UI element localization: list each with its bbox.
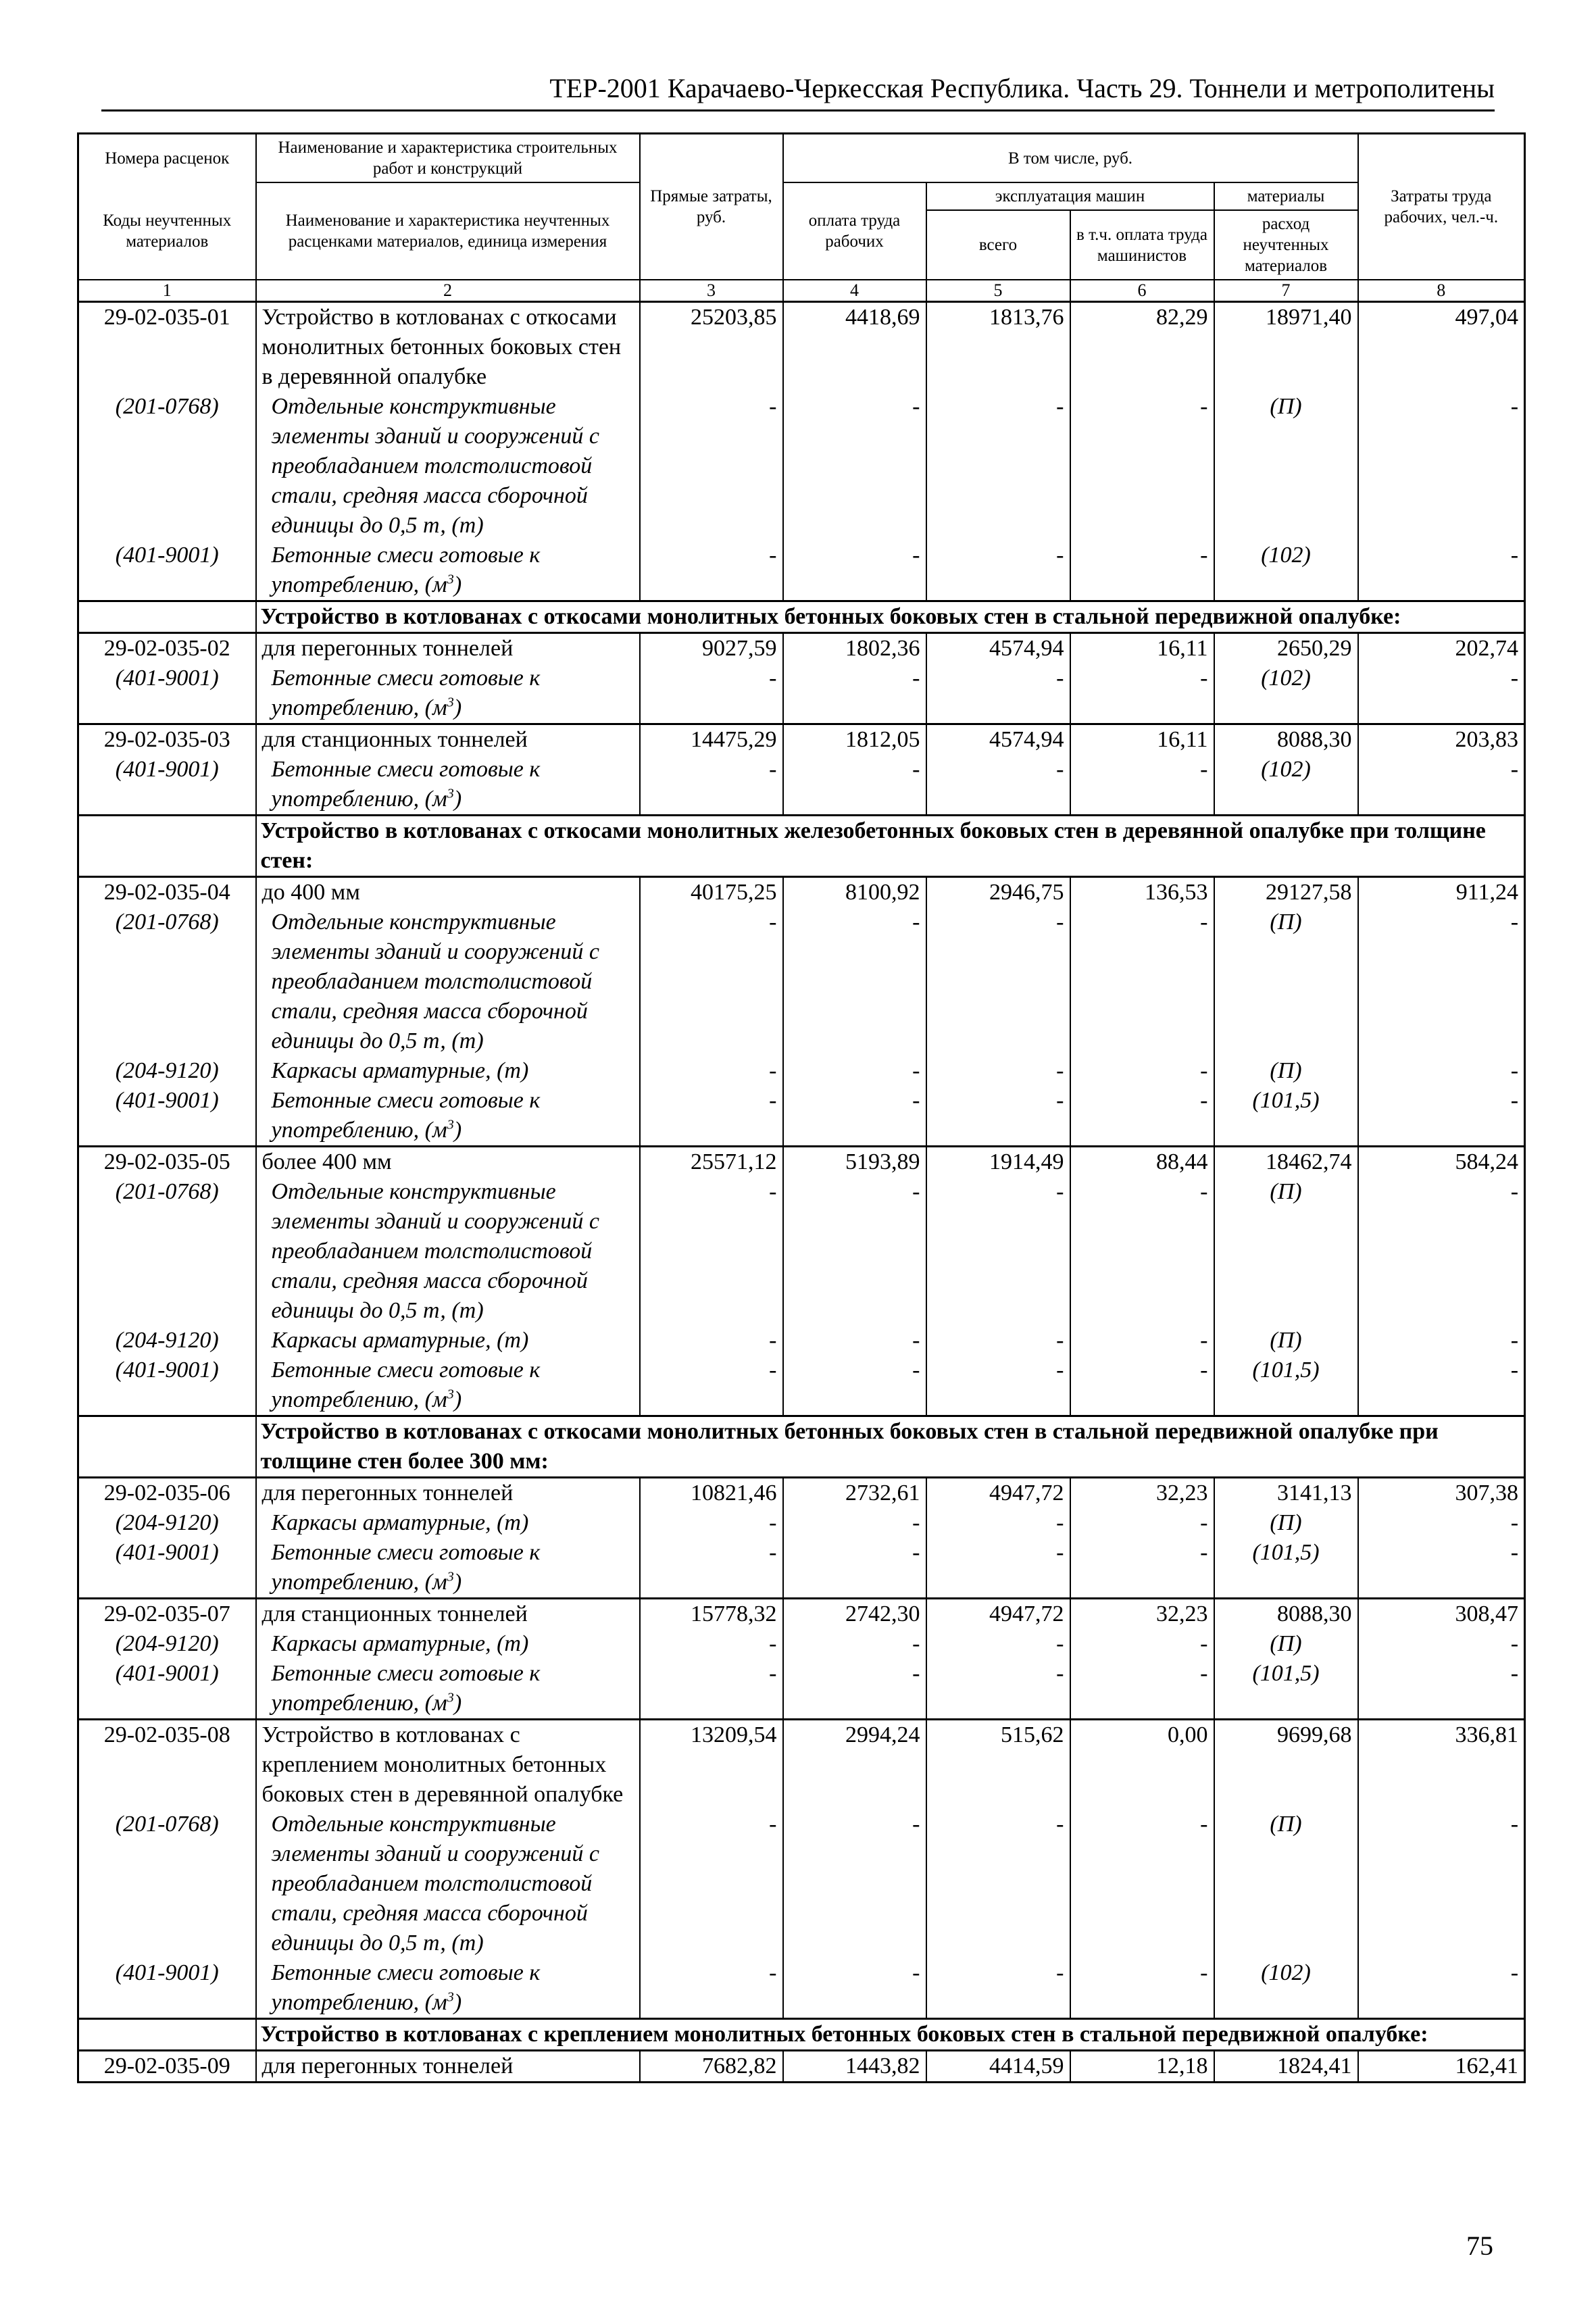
labor-costs-cell: 203,83 <box>1358 724 1525 755</box>
rate-code: 29-02-035-05 <box>78 1147 256 1178</box>
material-code: (401-9001) <box>78 1958 256 2019</box>
operator-wages-cell: - <box>1070 1810 1214 1958</box>
rate-code: 29-02-035-01 <box>78 302 256 393</box>
header-machines-total: всего <box>926 210 1070 280</box>
direct-costs-cell: - <box>640 392 783 541</box>
material-name: Каркасы арматурные, (т) <box>256 1629 640 1659</box>
operator-wages-cell: - <box>1070 1086 1214 1147</box>
operator-wages-cell: - <box>1070 907 1214 1056</box>
labor-costs-cell: 162,41 <box>1358 2051 1525 2083</box>
material-name: Отдельные конструктивные элементы зданий и сооружений с преобладанием толстолистовой стали, средняя масса сборочной единицы до 0,5 т, (т) <box>256 1810 640 1958</box>
operator-wages-cell: - <box>1070 1508 1214 1538</box>
direct-costs-cell: 40175,25 <box>640 877 783 908</box>
work-name: для перегонных тоннелей <box>256 633 640 664</box>
material-code: (204-9120) <box>78 1326 256 1355</box>
direct-costs-cell: - <box>640 1659 783 1720</box>
machines-cell: - <box>926 1958 1070 2019</box>
material-row <box>78 755 1525 816</box>
labor-costs-cell: - <box>1358 907 1525 1056</box>
direct-costs-cell: 10821,46 <box>640 1478 783 1509</box>
direct-costs-cell: 15778,32 <box>640 1599 783 1630</box>
header-operator-wages: в т.ч. оплата труда машинистов <box>1070 210 1214 280</box>
work-name: для станционных тоннелей <box>256 1599 640 1630</box>
column-number: 3 <box>640 280 783 302</box>
labor-costs-cell: - <box>1358 1508 1525 1538</box>
labor-costs-cell: - <box>1358 1659 1525 1720</box>
rate-code: 29-02-035-02 <box>78 633 256 664</box>
wages-cell: 2994,24 <box>783 1720 926 1810</box>
material-name: Бетонные смеси готовые к употреблению, $(м^3)$ <box>256 1086 640 1147</box>
rate-code: 29-02-035-04 <box>78 877 256 908</box>
direct-costs-cell: - <box>640 755 783 816</box>
operator-wages-cell: 16,11 <box>1070 633 1214 664</box>
material-name: Бетонные смеси готовые к употреблению, $(м^3)$ <box>256 755 640 816</box>
direct-costs-cell: - <box>640 1056 783 1086</box>
operator-wages-cell: - <box>1070 755 1214 816</box>
machines-cell: 515,62 <box>926 1720 1070 1810</box>
materials-cell: (102) <box>1214 541 1358 601</box>
section-code-cell <box>78 816 256 877</box>
rate-row <box>78 2051 1525 2083</box>
direct-costs-cell: - <box>640 907 783 1056</box>
labor-costs-cell: - <box>1358 1958 1525 2019</box>
material-name: Бетонные смеси готовые к употреблению, $(м^3)$ <box>256 1659 640 1720</box>
column-number: 7 <box>1214 280 1358 302</box>
labor-costs-cell: - <box>1358 1326 1525 1355</box>
column-numbers-row <box>78 280 1525 302</box>
materials-cell: (П) <box>1214 1326 1358 1355</box>
labor-costs-cell: - <box>1358 541 1525 601</box>
document-title: ТЕР-2001 Карачаево-Черкесская Республика. Часть 29. Тоннели и метрополитены <box>549 73 1495 103</box>
material-name: Бетонные смеси готовые к употреблению, $(м^3)$ <box>256 1355 640 1416</box>
material-row <box>78 664 1525 724</box>
header-labor-costs: Затраты труда рабочих, чел.-ч. <box>1358 134 1525 280</box>
wages-cell: 2732,61 <box>783 1478 926 1509</box>
machines-cell: - <box>926 1508 1070 1538</box>
section-code-cell <box>78 1416 256 1478</box>
material-code: (401-9001) <box>78 664 256 724</box>
labor-costs-cell: - <box>1358 1355 1525 1416</box>
labor-costs-cell: 911,24 <box>1358 877 1525 908</box>
wages-cell: 1812,05 <box>783 724 926 755</box>
machines-cell: - <box>926 392 1070 541</box>
rate-row <box>78 1478 1525 1509</box>
material-row <box>78 1086 1525 1147</box>
wages-cell: 2742,30 <box>783 1599 926 1630</box>
rate-row <box>78 1720 1525 1810</box>
wages-cell: 5193,89 <box>783 1147 926 1178</box>
labor-costs-cell: 584,24 <box>1358 1147 1525 1178</box>
operator-wages-cell: 0,00 <box>1070 1720 1214 1810</box>
operator-wages-cell: 82,29 <box>1070 302 1214 393</box>
materials-cell: 8088,30 <box>1214 1599 1358 1630</box>
material-code: (401-9001) <box>78 755 256 816</box>
section-heading: Устройство в котлованах с откосами монолитных железобетонных боковых стен в деревянной опалубке при толщине стен: <box>256 816 1525 877</box>
material-row <box>78 907 1525 1056</box>
machines-cell: - <box>926 1629 1070 1659</box>
column-number: 2 <box>256 280 640 302</box>
materials-cell: (102) <box>1214 664 1358 724</box>
wages-cell: - <box>783 1355 926 1416</box>
wages-cell: - <box>783 541 926 601</box>
section-code-cell <box>78 601 256 633</box>
materials-cell: 1824,41 <box>1214 2051 1358 2083</box>
machines-cell: 4947,72 <box>926 1478 1070 1509</box>
header-wages: оплата труда рабочих <box>783 182 926 280</box>
machines-cell: 4574,94 <box>926 633 1070 664</box>
header-direct-costs: Прямые затраты, руб. <box>640 134 783 280</box>
machines-cell: 4414,59 <box>926 2051 1070 2083</box>
machines-cell: - <box>926 1538 1070 1599</box>
machines-cell: - <box>926 907 1070 1056</box>
material-name: Бетонные смеси готовые к употреблению, $(м^3)$ <box>256 541 640 601</box>
table-header <box>78 134 1525 302</box>
material-row <box>78 1958 1525 2019</box>
operator-wages-cell: - <box>1070 1659 1214 1720</box>
materials-cell: 18462,74 <box>1214 1147 1358 1178</box>
wages-cell: 4418,69 <box>783 302 926 393</box>
operator-wages-cell: 16,11 <box>1070 724 1214 755</box>
direct-costs-cell: - <box>640 664 783 724</box>
work-name: для перегонных тоннелей <box>256 1478 640 1509</box>
material-code: (401-9001) <box>78 1659 256 1720</box>
header-material-codes: Коды неучтенных материалов <box>78 182 256 280</box>
column-number: 4 <box>783 280 926 302</box>
material-code: (204-9120) <box>78 1056 256 1086</box>
labor-costs-cell: - <box>1358 1056 1525 1086</box>
wages-cell: - <box>783 392 926 541</box>
materials-cell: (П) <box>1214 1508 1358 1538</box>
material-name: Каркасы арматурные, (т) <box>256 1326 640 1355</box>
material-name: Бетонные смеси готовые к употреблению, $(м^3)$ <box>256 664 640 724</box>
operator-wages-cell: 12,18 <box>1070 2051 1214 2083</box>
materials-cell: (П) <box>1214 1810 1358 1958</box>
materials-cell: 3141,13 <box>1214 1478 1358 1509</box>
labor-costs-cell: 202,74 <box>1358 633 1525 664</box>
table-body <box>78 302 1525 2083</box>
material-row <box>78 1810 1525 1958</box>
material-row <box>78 1629 1525 1659</box>
header-machines: эксплуатация машин <box>926 182 1214 210</box>
materials-cell: 2650,29 <box>1214 633 1358 664</box>
operator-wages-cell: - <box>1070 541 1214 601</box>
wages-cell: - <box>783 755 926 816</box>
machines-cell: - <box>926 1659 1070 1720</box>
header-including: В том числе, руб. <box>783 134 1358 183</box>
operator-wages-cell: - <box>1070 1958 1214 2019</box>
material-code: (401-9001) <box>78 1355 256 1416</box>
section-heading-row <box>78 816 1525 877</box>
machines-cell: - <box>926 1355 1070 1416</box>
machines-cell: - <box>926 1177 1070 1326</box>
machines-cell: - <box>926 1326 1070 1355</box>
rates-table <box>77 132 1526 2083</box>
work-name: для станционных тоннелей <box>256 724 640 755</box>
direct-costs-cell: - <box>640 1508 783 1538</box>
direct-costs-cell: 14475,29 <box>640 724 783 755</box>
materials-cell: 29127,58 <box>1214 877 1358 908</box>
wages-cell: - <box>783 1177 926 1326</box>
labor-costs-cell: 308,47 <box>1358 1599 1525 1630</box>
rate-row <box>78 1147 1525 1178</box>
column-number: 8 <box>1358 280 1525 302</box>
rate-row <box>78 633 1525 664</box>
work-name: Устройство в котлованах с откосами монолитных бетонных боковых стен в деревянной опалубке <box>256 302 640 393</box>
material-row <box>78 1659 1525 1720</box>
wages-cell: - <box>783 1086 926 1147</box>
machines-cell: 1914,49 <box>926 1147 1070 1178</box>
rate-code: 29-02-035-06 <box>78 1478 256 1509</box>
machines-cell: 4947,72 <box>926 1599 1070 1630</box>
materials-cell: (101,5) <box>1214 1538 1358 1599</box>
material-row <box>78 541 1525 601</box>
operator-wages-cell: - <box>1070 664 1214 724</box>
direct-costs-cell: - <box>640 1629 783 1659</box>
material-code: (201-0768) <box>78 392 256 541</box>
material-code: (401-9001) <box>78 541 256 601</box>
operator-wages-cell: - <box>1070 1326 1214 1355</box>
rate-code: 29-02-035-09 <box>78 2051 256 2083</box>
header-materials: материалы <box>1214 182 1358 210</box>
rate-row <box>78 724 1525 755</box>
labor-costs-cell: - <box>1358 1538 1525 1599</box>
material-code: (401-9001) <box>78 1538 256 1599</box>
direct-costs-cell: - <box>640 541 783 601</box>
material-code: (201-0768) <box>78 907 256 1056</box>
material-name: Отдельные конструктивные элементы зданий и сооружений с преобладанием толстолистовой стали, средняя масса сборочной единицы до 0,5 т, (т) <box>256 392 640 541</box>
rate-row <box>78 1599 1525 1630</box>
wages-cell: - <box>783 1629 926 1659</box>
wages-cell: 1802,36 <box>783 633 926 664</box>
labor-costs-cell: - <box>1358 755 1525 816</box>
material-row <box>78 1177 1525 1326</box>
wages-cell: - <box>783 1508 926 1538</box>
material-code: (204-9120) <box>78 1629 256 1659</box>
direct-costs-cell: - <box>640 1810 783 1958</box>
operator-wages-cell: - <box>1070 1056 1214 1086</box>
wages-cell: - <box>783 1810 926 1958</box>
wages-cell: - <box>783 1326 926 1355</box>
materials-cell: (П) <box>1214 1056 1358 1086</box>
labor-costs-cell: - <box>1358 1629 1525 1659</box>
labor-costs-cell: - <box>1358 1810 1525 1958</box>
operator-wages-cell: - <box>1070 1629 1214 1659</box>
materials-cell: 8088,30 <box>1214 724 1358 755</box>
machines-cell: 2946,75 <box>926 877 1070 908</box>
direct-costs-cell: 13209,54 <box>640 1720 783 1810</box>
section-code-cell <box>78 2019 256 2051</box>
work-name: до 400 мм <box>256 877 640 908</box>
material-code: (201-0768) <box>78 1177 256 1326</box>
material-row <box>78 1326 1525 1355</box>
materials-cell: (101,5) <box>1214 1086 1358 1147</box>
machines-cell: - <box>926 1810 1070 1958</box>
direct-costs-cell: - <box>640 1177 783 1326</box>
direct-costs-cell: - <box>640 1326 783 1355</box>
header-rate-numbers: Номера расценок <box>78 134 256 183</box>
operator-wages-cell: 88,44 <box>1070 1147 1214 1178</box>
wages-cell: - <box>783 1056 926 1086</box>
material-name: Каркасы арматурные, (т) <box>256 1056 640 1086</box>
header-unaccounted-materials: расход неучтенных материалов <box>1214 210 1358 280</box>
materials-cell: (102) <box>1214 755 1358 816</box>
labor-costs-cell: - <box>1358 664 1525 724</box>
material-name: Отдельные конструктивные элементы зданий и сооружений с преобладанием толстолистовой стали, средняя масса сборочной единицы до 0,5 т, (т) <box>256 1177 640 1326</box>
operator-wages-cell: - <box>1070 1355 1214 1416</box>
machines-cell: 1813,76 <box>926 302 1070 393</box>
column-number: 1 <box>78 280 256 302</box>
work-name: Устройство в котлованах с креплением монолитных бетонных боковых стен в деревянной опалубке <box>256 1720 640 1810</box>
page-number: 75 <box>1466 2231 1493 2261</box>
machines-cell: - <box>926 1086 1070 1147</box>
labor-costs-cell: 307,38 <box>1358 1478 1525 1509</box>
wages-cell: - <box>783 1958 926 2019</box>
material-code: (204-9120) <box>78 1508 256 1538</box>
operator-wages-cell: - <box>1070 1177 1214 1326</box>
work-name: более 400 мм <box>256 1147 640 1178</box>
materials-cell: 18971,40 <box>1214 302 1358 393</box>
rate-code: 29-02-035-07 <box>78 1599 256 1630</box>
material-name: Отдельные конструктивные элементы зданий и сооружений с преобладанием толстолистовой стали, средняя масса сборочной единицы до 0,5 т, (т) <box>256 907 640 1056</box>
material-row <box>78 1056 1525 1086</box>
labor-costs-cell: - <box>1358 1086 1525 1147</box>
operator-wages-cell: - <box>1070 392 1214 541</box>
labor-costs-cell: - <box>1358 1177 1525 1326</box>
operator-wages-cell: 136,53 <box>1070 877 1214 908</box>
materials-cell: (102) <box>1214 1958 1358 2019</box>
materials-cell: (101,5) <box>1214 1659 1358 1720</box>
material-row <box>78 1538 1525 1599</box>
direct-costs-cell: - <box>640 1538 783 1599</box>
header-material-name: Наименование и характеристика неучтенных расценками материалов, единица измерения <box>256 182 640 280</box>
material-row <box>78 1508 1525 1538</box>
materials-cell: (101,5) <box>1214 1355 1358 1416</box>
material-row <box>78 392 1525 541</box>
section-heading-row <box>78 1416 1525 1478</box>
labor-costs-cell: 336,81 <box>1358 1720 1525 1810</box>
machines-cell: - <box>926 1056 1070 1086</box>
rate-row <box>78 877 1525 908</box>
material-name: Бетонные смеси готовые к употреблению, $(м^3)$ <box>256 1958 640 2019</box>
operator-wages-cell: 32,23 <box>1070 1599 1214 1630</box>
material-code: (401-9001) <box>78 1086 256 1147</box>
column-number: 6 <box>1070 280 1214 302</box>
wages-cell: 8100,92 <box>783 877 926 908</box>
wages-cell: - <box>783 1659 926 1720</box>
operator-wages-cell: 32,23 <box>1070 1478 1214 1509</box>
work-name: для перегонных тоннелей <box>256 2051 640 2083</box>
section-heading: Устройство в котлованах с креплением монолитных бетонных боковых стен в стальной передвижной опалубке: <box>256 2019 1525 2051</box>
material-code: (201-0768) <box>78 1810 256 1958</box>
direct-costs-cell: 7682,82 <box>640 2051 783 2083</box>
direct-costs-cell: - <box>640 1355 783 1416</box>
rate-code: 29-02-035-03 <box>78 724 256 755</box>
wages-cell: - <box>783 664 926 724</box>
direct-costs-cell: - <box>640 1086 783 1147</box>
operator-wages-cell: - <box>1070 1538 1214 1599</box>
materials-cell: (П) <box>1214 907 1358 1056</box>
rate-code: 29-02-035-08 <box>78 1720 256 1810</box>
labor-costs-cell: 497,04 <box>1358 302 1525 393</box>
wages-cell: - <box>783 1538 926 1599</box>
rate-row <box>78 302 1525 393</box>
machines-cell: 4574,94 <box>926 724 1070 755</box>
direct-costs-cell: 9027,59 <box>640 633 783 664</box>
wages-cell: 1443,82 <box>783 2051 926 2083</box>
direct-costs-cell: 25571,12 <box>640 1147 783 1178</box>
section-heading: Устройство в котлованах с откосами монолитных бетонных боковых стен в стальной передвижной опалубке: <box>256 601 1525 633</box>
column-number: 5 <box>926 280 1070 302</box>
material-row <box>78 1355 1525 1416</box>
machines-cell: - <box>926 755 1070 816</box>
materials-cell: 9699,68 <box>1214 1720 1358 1810</box>
section-heading: Устройство в котлованах с откосами монолитных бетонных боковых стен в стальной передвижной опалубке при толщине стен более 300 мм: <box>256 1416 1525 1478</box>
page-header <box>101 72 1495 111</box>
labor-costs-cell: - <box>1358 392 1525 541</box>
wages-cell: - <box>783 907 926 1056</box>
direct-costs-cell: - <box>640 1958 783 2019</box>
section-heading-row <box>78 2019 1525 2051</box>
machines-cell: - <box>926 541 1070 601</box>
direct-costs-cell: 25203,85 <box>640 302 783 393</box>
machines-cell: - <box>926 664 1070 724</box>
material-name: Каркасы арматурные, (т) <box>256 1508 640 1538</box>
materials-cell: (П) <box>1214 1629 1358 1659</box>
materials-cell: (П) <box>1214 392 1358 541</box>
material-name: Бетонные смеси готовые к употреблению, $(м^3)$ <box>256 1538 640 1599</box>
header-work-name: Наименование и характеристика строительных работ и конструкций <box>256 134 640 183</box>
materials-cell: (П) <box>1214 1177 1358 1326</box>
section-heading-row <box>78 601 1525 633</box>
